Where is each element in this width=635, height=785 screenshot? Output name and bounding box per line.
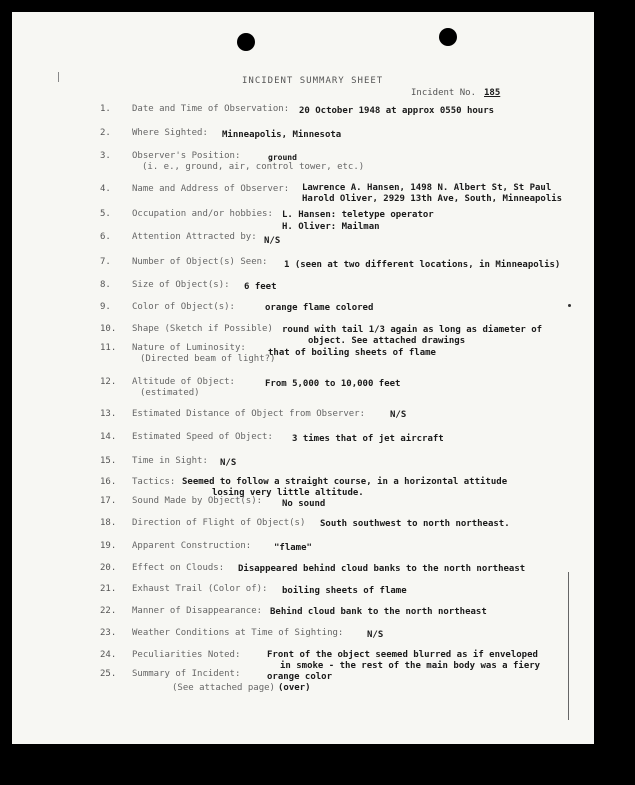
item-15-number: 15. xyxy=(100,456,117,466)
item-12-sublabel: (estimated) xyxy=(140,388,200,398)
incident-number: 185 xyxy=(484,88,501,98)
item-17-value: No sound xyxy=(282,499,326,509)
item-7-number: 7. xyxy=(100,257,111,267)
item-19-label: Apparent Construction: xyxy=(132,541,252,551)
item-25-value: (over) xyxy=(278,683,311,693)
item-8-value: 6 feet xyxy=(244,282,277,292)
item-9-label: Color of Object(s): xyxy=(132,302,235,312)
item-24-value-line2: in smoke - the rest of the main body was a fiery xyxy=(280,661,541,671)
item-20-value: Disappeared behind cloud banks to the north northeast xyxy=(238,564,526,574)
item-23-value: N/S xyxy=(367,630,384,640)
item-9-value: orange flame colored xyxy=(265,303,374,313)
item-11-label: Nature of Luminosity: xyxy=(132,343,246,353)
item-21-label: Exhaust Trail (Color of): xyxy=(132,584,268,594)
item-23-label: Weather Conditions at Time of Sighting: xyxy=(132,628,344,638)
item-20-number: 20. xyxy=(100,563,117,573)
item-11-number: 11. xyxy=(100,343,117,353)
item-2-label: Where Sighted: xyxy=(132,128,208,138)
item-3-sublabel: (i. e., ground, air, control tower, etc.) xyxy=(142,162,365,172)
item-3-number: 3. xyxy=(100,151,111,161)
item-25-sublabel: (See attached page) xyxy=(172,683,275,693)
item-13-value: N/S xyxy=(390,410,407,420)
item-14-value: 3 times that of jet aircraft xyxy=(292,434,444,444)
item-10-number: 10. xyxy=(100,324,117,334)
item-4-value: Lawrence A. Hansen, 1498 N. Albert St, St Paul xyxy=(302,183,552,193)
item-16-value-line2: losing very little altitude. xyxy=(212,488,364,498)
incident-number-label: Incident No. xyxy=(411,88,477,98)
item-15-label: Time in Sight: xyxy=(132,456,208,466)
item-14-label: Estimated Speed of Object: xyxy=(132,432,273,442)
item-4-number: 4. xyxy=(100,184,111,194)
item-16-label: Tactics: xyxy=(132,477,176,487)
item-18-value: South southwest to north northeast. xyxy=(320,519,510,529)
item-7-label: Number of Object(s) Seen: xyxy=(132,257,268,267)
item-1-number: 1. xyxy=(100,104,111,114)
item-6-value: N/S xyxy=(264,236,281,246)
item-25-number: 25. xyxy=(100,669,117,679)
item-16-number: 16. xyxy=(100,477,117,487)
item-8-number: 8. xyxy=(100,280,111,290)
item-4-label: Name and Address of Observer: xyxy=(132,184,290,194)
item-6-label: Attention Attracted by: xyxy=(132,232,257,242)
document-page xyxy=(12,12,594,744)
item-18-number: 18. xyxy=(100,518,117,528)
item-5-value: L. Hansen: teletype operator xyxy=(282,210,434,220)
ink-dot xyxy=(568,304,571,307)
margin-rule xyxy=(568,572,569,720)
item-24-number: 24. xyxy=(100,650,117,660)
item-12-label: Altitude of Object: xyxy=(132,377,235,387)
item-4-value-line2: Harold Oliver, 2929 13th Ave, South, Minneapolis xyxy=(302,194,563,204)
item-18-label: Direction of Flight of Object(s) xyxy=(132,518,306,528)
item-25-label: Summary of Incident: xyxy=(132,669,241,679)
item-19-value: "flame" xyxy=(274,543,312,553)
item-15-value: N/S xyxy=(220,458,237,468)
item-23-number: 23. xyxy=(100,628,117,638)
item-5-value-line2: H. Oliver: Mailman xyxy=(282,222,380,232)
item-21-number: 21. xyxy=(100,584,117,594)
item-1-label: Date and Time of Observation: xyxy=(132,104,290,114)
item-6-number: 6. xyxy=(100,232,111,242)
item-10-value-line2: object. See attached drawings xyxy=(308,336,466,346)
item-12-number: 12. xyxy=(100,377,117,387)
item-1-value: 20 October 1948 at approx 0550 hours xyxy=(299,106,495,116)
item-22-number: 22. xyxy=(100,606,117,616)
item-7-value: 1 (seen at two different locations, in Minneapolis) xyxy=(284,260,561,270)
punch-hole-right xyxy=(439,28,457,46)
item-8-label: Size of Object(s): xyxy=(132,280,230,290)
item-17-number: 17. xyxy=(100,496,117,506)
sheet-title: INCIDENT SUMMARY SHEET xyxy=(242,76,384,86)
item-11-sublabel: (Directed beam of light?) xyxy=(140,354,276,364)
item-2-number: 2. xyxy=(100,128,111,138)
item-20-label: Effect on Clouds: xyxy=(132,563,225,573)
item-13-number: 13. xyxy=(100,409,117,419)
item-19-number: 19. xyxy=(100,541,117,551)
item-10-value: round with tail 1/3 again as long as diameter of xyxy=(282,325,543,335)
item-17-label: Sound Made by Object(s): xyxy=(132,496,263,506)
item-22-value: Behind cloud bank to the north northeast xyxy=(270,607,487,617)
item-3-label: Observer's Position: xyxy=(132,151,241,161)
item-24-value: Front of the object seemed blurred as if enveloped xyxy=(267,650,538,660)
item-16-value: Seemed to follow a straight course, in a horizontal attitude xyxy=(182,477,508,487)
item-5-number: 5. xyxy=(100,209,111,219)
item-24-value-line3: orange color xyxy=(267,672,333,682)
punch-hole-left xyxy=(237,33,255,51)
item-24-label: Peculiarities Noted: xyxy=(132,650,241,660)
margin-mark xyxy=(58,72,59,82)
item-22-label: Manner of Disappearance: xyxy=(132,606,263,616)
item-12-value: From 5,000 to 10,000 feet xyxy=(265,379,401,389)
item-5-label: Occupation and/or hobbies: xyxy=(132,209,273,219)
item-10-label: Shape (Sketch if Possible) xyxy=(132,324,273,334)
item-3-value: ground xyxy=(268,153,297,162)
item-21-value: boiling sheets of flame xyxy=(282,586,407,596)
item-11-value: that of boiling sheets of flame xyxy=(268,348,436,358)
item-9-number: 9. xyxy=(100,302,111,312)
item-2-value: Minneapolis, Minnesota xyxy=(222,130,342,140)
item-13-label: Estimated Distance of Object from Observer: xyxy=(132,409,365,419)
item-14-number: 14. xyxy=(100,432,117,442)
